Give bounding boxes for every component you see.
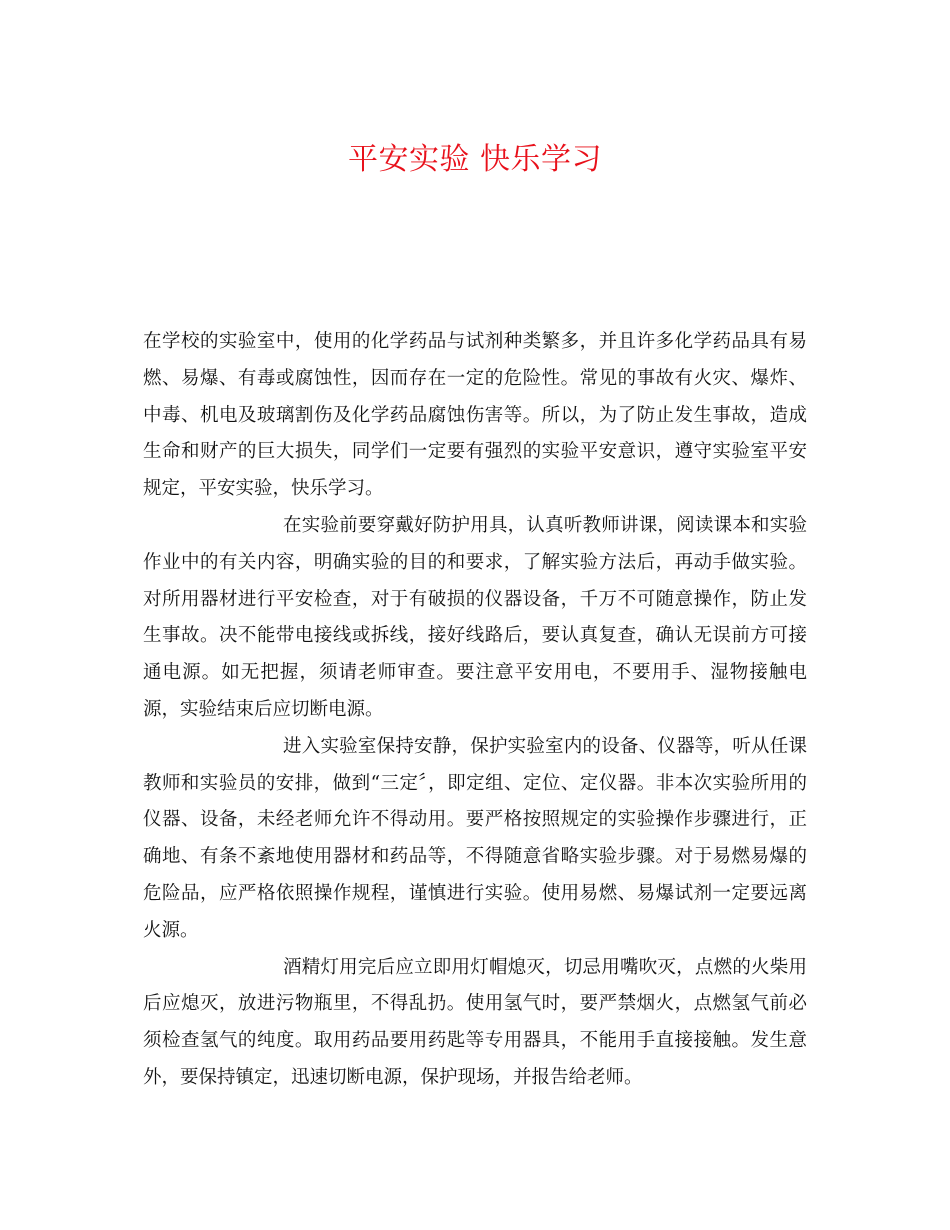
paragraph-lab-conduct: 进入实验室保持安静，保护实验室内的设备、仪器等，听从任课教师和实验员的安排，做到“三定〞，即定组、定位、定仪器。非本次实验所用的仪器、设备，未经老师允许不得动用。要严格按照规定的实验操作步骤进行，正确地、有条不紊地使用器材和药品等，不得随意省略实验步骤。对于易燃易爆的危险品，应严格依照操作规程，谨慎进行实验。使用易燃、易爆试剂一定要远离火源。	[143, 735, 807, 941]
paragraph-intro: 在学校的实验室中，使用的化学药品与试剂种类繁多，并且许多化学药品具有易燃、易爆、有毒或腐蚀性，因而存在一定的危险性。常见的事故有火灾、爆炸、中毒、机电及玻璃割伤及化学药品腐蚀伤害等。所以，为了防止发生事故，造成生命和财产的巨大损失，同学们一定要有强烈的实验平安意识，遵守实验室平安规定，平安实验，快乐学习。	[143, 331, 807, 500]
document-title: 平安实验 快乐学习	[347, 142, 603, 177]
paragraph-alcohol-lamp: 酒精灯用完后应立即用灯帽熄灭，切忌用嘴吹灭，点燃的火柴用后应熄灭，放进污物瓶里，不得乱扔。使用氢气时，要严禁烟火，点燃氢气前必须检查氢气的纯度。取用药品要用药匙等专用器具，不能用手直接接触。发生意外，要保持镇定，迅速切断电源，保护现场，并报告给老师。	[143, 956, 807, 1088]
paragraph-preparation: 在实验前要穿戴好防护用具，认真听教师讲课，阅读课本和实验作业中的有关内容，明确实验的目的和要求，了解实验方法后，再动手做实验。对所用器材进行平安检查，对于有破损的仪器设备，千万不可随意操作，防止发生事故。决不能带电接线或拆线，接好线路后，要认真复查，确认无误前方可接通电源。如无把握，须请老师审查。要注意平安用电，不要用手、湿物接触电源，实验结束后应切断电源。	[143, 514, 807, 720]
document-body	[143, 324, 807, 1097]
